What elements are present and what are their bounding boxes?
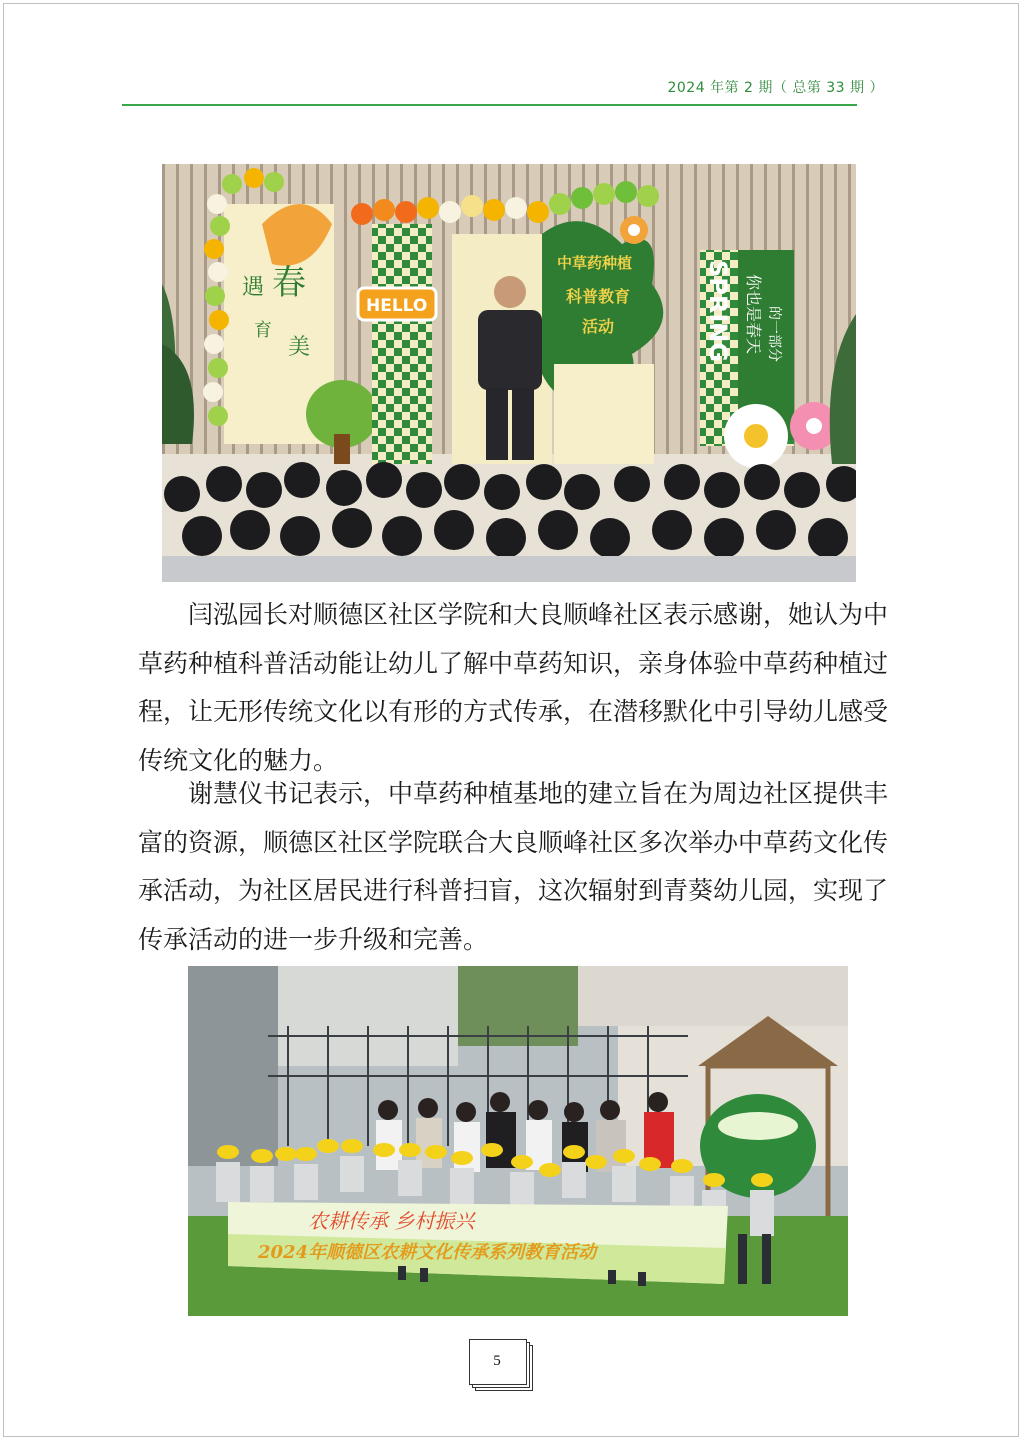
- group-photo: [188, 966, 848, 1316]
- sign-center-line-1: 中草药种植: [557, 254, 633, 272]
- sign-right-line-2: 的一部分: [766, 306, 782, 362]
- header-rule: [122, 104, 857, 106]
- sign-left-char-4: 美: [288, 335, 311, 360]
- banner-line-1: 农耕传承 乡村振兴: [308, 1209, 475, 1233]
- sign-left-char-2: 春: [272, 263, 306, 303]
- sign-right-line-1: 你也是春天: [744, 274, 763, 355]
- banner-line-2: 2024年顺德区农耕文化传承系列教育活动: [258, 1242, 597, 1263]
- hello-sign: HELLO: [366, 296, 428, 316]
- sign-left-char-3: 育: [254, 320, 272, 341]
- paragraph-2: 谢慧仪书记表示，中草药种植基地的建立旨在为周边社区提供丰富的资源，顺德区社区学院联合大良顺峰社区多次举办中草药文化传承活动，为社区居民进行科普扫盲，这次辐射到青葵幼儿园，实现了传承活动的进一步升级和完善。: [138, 779, 889, 954]
- sign-center-line-2: 科普教育: [566, 287, 631, 306]
- page-number: 5: [493, 1353, 501, 1369]
- issue-header: 2024 年第 2 期（ 总第 33 期 ）: [667, 80, 884, 96]
- page-number-box: [469, 1339, 533, 1391]
- paragraph-1: 闫泓园长对顺德区社区学院和大良顺峰社区表示感谢，她认为中草药种植科普活动能让幼儿了解中草药知识，亲身体验中草药种植过程，让无形传统文化以有形的方式传承，在潜移默化中引导幼儿感受传统文化的魅力。: [138, 600, 889, 775]
- sign-left-char-1: 遇: [242, 275, 265, 300]
- spring-sign: SPRING: [704, 260, 732, 363]
- sign-center-line-3: 活动: [582, 317, 615, 336]
- stage-photo: [162, 164, 856, 582]
